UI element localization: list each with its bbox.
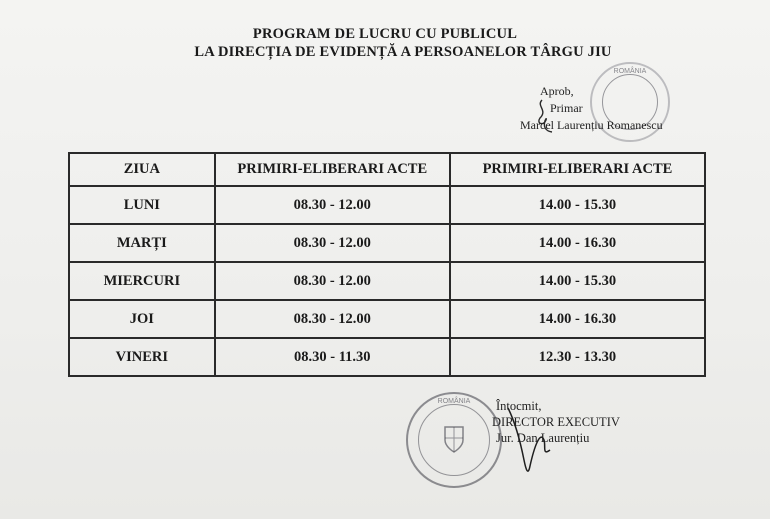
approval-role: Primar bbox=[550, 101, 583, 115]
table-row bbox=[69, 186, 705, 224]
approval-label: Aprob, bbox=[540, 84, 574, 98]
directorate-stamp-text: ROMÂNIA bbox=[437, 398, 471, 405]
table-row bbox=[69, 262, 705, 300]
header-day: ZIUA bbox=[69, 153, 215, 186]
prepared-by-name: Jur. Dan Laurențiu bbox=[496, 431, 590, 445]
prepared-by-role: DIRECTOR EXECUTIV bbox=[492, 415, 620, 429]
cell-afternoon: 14.00 - 15.30 bbox=[450, 262, 705, 300]
cell-day: LUNI bbox=[69, 186, 215, 224]
cell-afternoon: 14.00 - 16.30 bbox=[450, 224, 705, 262]
cell-day: JOI bbox=[69, 300, 215, 338]
cell-morning: 08.30 - 12.00 bbox=[215, 186, 450, 224]
mayor-stamp-text: ROMÂNIA bbox=[613, 68, 647, 75]
header-morning: PRIMIRI-ELIBERARI ACTE bbox=[215, 153, 450, 186]
cell-morning: 08.30 - 12.00 bbox=[215, 224, 450, 262]
table-row bbox=[69, 224, 705, 262]
cell-day: VINERI bbox=[69, 338, 215, 376]
cell-morning: 08.30 - 11.30 bbox=[215, 338, 450, 376]
coat-of-arms-icon bbox=[442, 424, 466, 454]
cell-morning: 08.30 - 12.00 bbox=[215, 262, 450, 300]
table-header-row bbox=[69, 153, 705, 186]
table-row bbox=[69, 338, 705, 376]
document-title-line2: LA DIRECȚIA DE EVIDENȚĂ A PERSOANELOR TÂRGU JIU bbox=[194, 44, 612, 60]
cell-afternoon: 14.00 - 16.30 bbox=[450, 300, 705, 338]
prepared-by-label: Întocmit, bbox=[496, 399, 542, 413]
document-title-line1: PROGRAM DE LUCRU CU PUBLICUL bbox=[252, 26, 518, 42]
director-signature bbox=[500, 400, 560, 480]
approval-block bbox=[520, 83, 680, 134]
cell-afternoon: 12.30 - 13.30 bbox=[450, 338, 705, 376]
approval-name: Marcel Laurențiu Romanescu bbox=[520, 118, 663, 132]
cell-morning: 08.30 - 12.00 bbox=[215, 300, 450, 338]
cell-afternoon: 14.00 - 15.30 bbox=[450, 186, 705, 224]
cell-day: MARȚI bbox=[69, 224, 215, 262]
table-row bbox=[69, 300, 705, 338]
header-afternoon: PRIMIRI-ELIBERARI ACTE bbox=[450, 153, 705, 186]
schedule-table bbox=[68, 152, 706, 377]
cell-day: MIERCURI bbox=[69, 262, 215, 300]
